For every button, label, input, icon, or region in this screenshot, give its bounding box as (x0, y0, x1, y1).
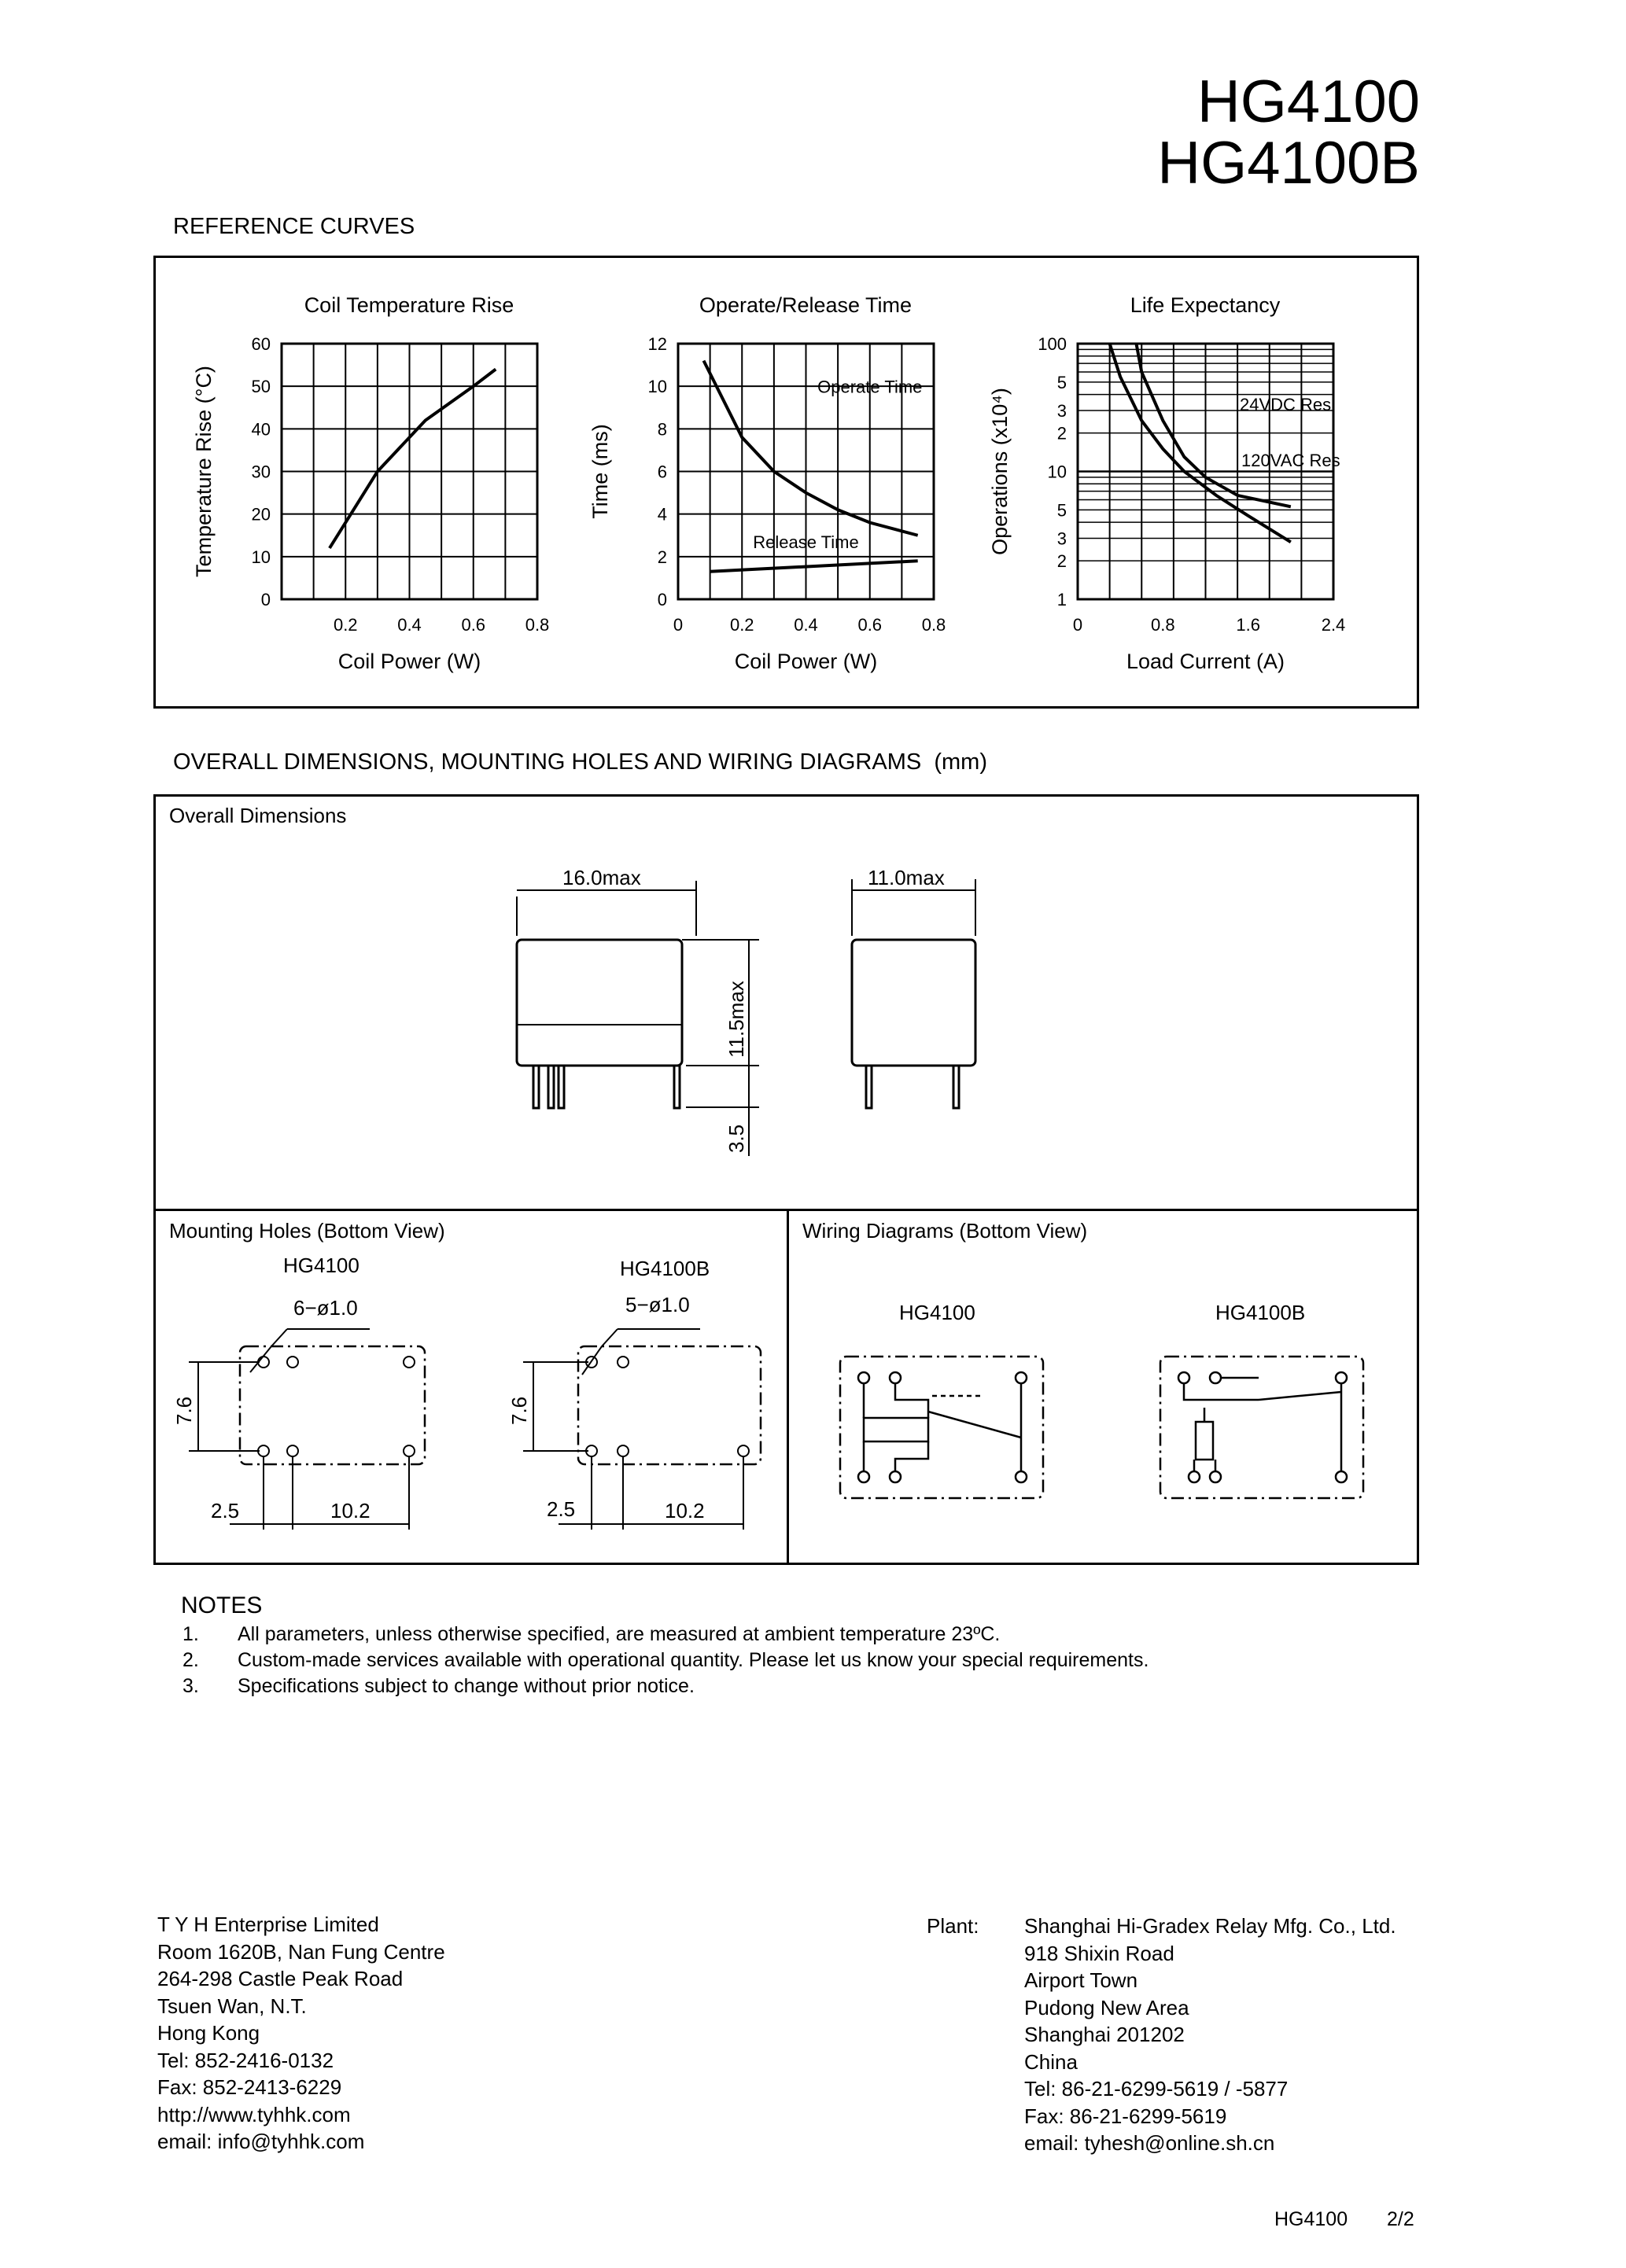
wiring-diagrams-label: Wiring Diagrams (Bottom View) (802, 1219, 1088, 1243)
x-tick-label: 1.6 (1236, 615, 1260, 635)
y-tick-label: 0 (260, 590, 271, 609)
company-line: Room 1620B, Nan Fung Centre (157, 1939, 445, 1964)
footprint-outline-b (578, 1346, 761, 1464)
y-axis-label: Operations (x10⁴) (988, 388, 1012, 555)
note-num: 1. (183, 1623, 199, 1645)
model-title-2: HG4100B (1157, 130, 1420, 197)
y-tick-label: 5 (1056, 372, 1067, 392)
offset-b: 2.5 (547, 1497, 576, 1521)
length-dimension: 16.0max (562, 866, 641, 889)
y-tick-label: 40 (251, 419, 271, 440)
mount-hole (738, 1445, 749, 1456)
series-label: Operate Time (817, 377, 923, 397)
mount-hole (258, 1445, 269, 1456)
terminal (890, 1372, 901, 1383)
note-num: 2. (183, 1649, 199, 1671)
reference-curves-heading: REFERENCE CURVES (173, 214, 415, 239)
note-item (183, 1675, 1410, 1698)
plant-address (1024, 1913, 1396, 2157)
x-tick-label: 0.6 (461, 615, 486, 635)
x-tick-label: 2.4 (1321, 615, 1346, 635)
terminal (1210, 1471, 1221, 1482)
note-text: Custom-made services available with operational quantity. Please let us know your special requirements. (238, 1649, 1149, 1671)
wiring-model-a: HG4100 (899, 1301, 975, 1324)
plant-label: Plant: (927, 1914, 979, 1938)
chart-operate-release-time (588, 293, 946, 673)
y-tick-label: 3 (1056, 528, 1067, 549)
y-tick-label: 0 (657, 590, 667, 609)
company-line: T Y H Enterprise Limited (157, 1913, 379, 1936)
y-tick-label: 6 (657, 462, 667, 482)
plant-line: Pudong New Area (1024, 1995, 1189, 2019)
terminal (1178, 1372, 1189, 1383)
terminal (1336, 1471, 1347, 1482)
pitch-b: 10.2 (665, 1499, 705, 1522)
overall-dimensions-label: Overall Dimensions (169, 804, 347, 827)
note-num: 3. (183, 1675, 199, 1697)
chart-title: Life Expectancy (1130, 293, 1281, 317)
series-line-1 (1110, 344, 1291, 542)
y-tick-label: 10 (647, 377, 667, 397)
plant-line: 918 Shixin Road (1024, 1941, 1174, 1965)
plant-line: Tel: 86-21-6299-5619 / -5877 (1024, 2077, 1289, 2100)
pitch-a: 10.2 (330, 1499, 371, 1522)
x-tick-label: 0.2 (729, 615, 754, 635)
company-line: Hong Kong (157, 2021, 260, 2045)
x-tick-label: 0.2 (333, 615, 358, 635)
y-tick-label: 20 (251, 504, 271, 525)
y-tick-label: 10 (251, 547, 271, 567)
pin (866, 1066, 872, 1108)
terminal (1016, 1471, 1027, 1482)
mount-hole (404, 1357, 415, 1368)
y-tick-label: 2 (1056, 551, 1067, 572)
chart-coil-temperature-rise (192, 293, 549, 673)
x-tick-label: 0.4 (794, 615, 818, 635)
wiring-outline-b (1160, 1357, 1363, 1498)
x-tick-label: 0.8 (1151, 615, 1175, 635)
note-text: Specifications subject to change without prior notice. (238, 1675, 695, 1697)
row-spacing-a: 7.6 (172, 1396, 196, 1425)
pin-length-dimension: 3.5 (725, 1124, 748, 1153)
mount-hole (258, 1357, 269, 1368)
x-axis-label: Coil Power (W) (337, 650, 481, 673)
plant-line: Fax: 86-21-6299-5619 (1024, 2104, 1227, 2128)
y-tick-label: 30 (251, 462, 271, 482)
footer-page: 2/2 (1387, 2208, 1414, 2230)
x-tick-label: 0.8 (525, 615, 550, 635)
footer-doc-id: HG4100 (1274, 2208, 1348, 2230)
company-address (157, 1911, 445, 2156)
x-tick-label: 0 (1072, 615, 1083, 635)
y-tick-label: 10 (1047, 462, 1067, 482)
model-title-1: HG4100 (1196, 68, 1420, 135)
y-tick-label: 100 (1038, 334, 1067, 354)
company-line: Fax: 852-2413-6229 (157, 2075, 342, 2099)
y-tick-label: 50 (251, 377, 271, 397)
x-tick-label: 0.6 (857, 615, 883, 635)
y-tick-label: 1 (1056, 590, 1067, 609)
y-tick-label: 2 (657, 547, 667, 567)
plant-line: China (1024, 2049, 1078, 2074)
y-tick-label: 5 (1056, 500, 1067, 521)
chart-title: Operate/Release Time (699, 293, 913, 317)
holes-a: 6−ø1.0 (293, 1296, 358, 1320)
plant-email[interactable]: email: tyhesh@online.sh.cn (1024, 2131, 1275, 2155)
note-item (183, 1649, 1410, 1672)
coil-symbol-a (864, 1418, 928, 1441)
series-label: 24VDC Res (1239, 394, 1332, 414)
plant-line: Airport Town (1024, 1968, 1138, 1992)
terminal (1336, 1372, 1347, 1383)
series-line-0 (330, 370, 496, 549)
chart-title: Coil Temperature Rise (304, 293, 514, 317)
y-axis-label: Time (ms) (588, 424, 612, 519)
series-line-0 (1136, 344, 1290, 506)
terminal (1210, 1372, 1221, 1383)
y-tick-label: 4 (657, 504, 667, 525)
plant-line: Shanghai Hi-Gradex Relay Mfg. Co., Ltd. (1024, 1914, 1396, 1938)
offset-a: 2.5 (211, 1499, 240, 1522)
pin (674, 1066, 680, 1108)
relay-front-body (517, 940, 682, 1066)
dimensions-heading (173, 749, 987, 775)
company-line: Tel: 852-2416-0132 (157, 2048, 334, 2072)
terminal (1016, 1372, 1027, 1383)
mount-hole (618, 1445, 629, 1456)
mount-model-a: HG4100 (283, 1254, 359, 1277)
dimensions-unit: (mm) (934, 749, 987, 775)
plant-line: Shanghai 201202 (1024, 2023, 1185, 2046)
width-dimension: 11.0max (868, 866, 945, 889)
x-axis-label: Load Current (A) (1126, 650, 1285, 673)
note-item (183, 1623, 1410, 1646)
terminal (858, 1372, 869, 1383)
mounting-holes-label: Mounting Holes (Bottom View) (169, 1219, 445, 1243)
mount-hole (287, 1357, 298, 1368)
coil-symbol-b (1196, 1422, 1213, 1460)
terminal (1189, 1471, 1200, 1482)
series-label: 120VAC Res (1241, 450, 1340, 470)
terminal (858, 1471, 869, 1482)
reference-curves-svg (0, 0, 1626, 786)
holes-b: 5−ø1.0 (625, 1293, 690, 1316)
chart-life-expectancy (988, 293, 1345, 673)
notes-title: NOTES (181, 1592, 263, 1618)
height-dimension: 11.5max (725, 981, 748, 1058)
footer (1274, 2208, 1414, 2231)
y-axis-label: Temperature Rise (°C) (192, 366, 216, 577)
x-tick-label: 0.4 (397, 615, 422, 635)
dimensions-heading-text: OVERALL DIMENSIONS, MOUNTING HOLES AND WIRING DIAGRAMS (173, 749, 922, 775)
series-label: Release Time (753, 532, 859, 552)
relay-side-body (852, 940, 975, 1066)
y-tick-label: 8 (657, 419, 667, 440)
dimension-drawings-svg (0, 786, 1626, 1573)
company-line: 264-298 Castle Peak Road (157, 1967, 404, 1990)
pin (548, 1066, 554, 1108)
pin (559, 1066, 564, 1108)
mount-hole (404, 1445, 415, 1456)
y-tick-label: 3 (1056, 400, 1067, 421)
mount-hole (618, 1357, 629, 1368)
company-line: Tsuen Wan, N.T. (157, 1994, 307, 2018)
y-tick-label: 2 (1056, 423, 1067, 444)
mount-hole (287, 1445, 298, 1456)
pin (533, 1066, 539, 1108)
series-line-1 (710, 561, 918, 572)
wiring-outline-a (840, 1357, 1043, 1498)
wiring-model-b: HG4100B (1215, 1301, 1306, 1324)
x-tick-label: 0 (673, 615, 684, 635)
terminal (890, 1471, 901, 1482)
x-axis-label: Coil Power (W) (734, 650, 878, 673)
company-email[interactable]: email: info@tyhhk.com (157, 2130, 365, 2153)
row-spacing-b: 7.6 (507, 1396, 531, 1425)
pin (953, 1066, 959, 1108)
mount-model-b: HG4100B (620, 1257, 710, 1280)
company-website[interactable]: http://www.tyhhk.com (157, 2102, 351, 2126)
note-text: All parameters, unless otherwise specified, are measured at ambient temperature 23ºC. (238, 1623, 1001, 1645)
y-tick-label: 12 (647, 334, 667, 354)
y-tick-label: 60 (251, 334, 271, 354)
x-tick-label: 0.8 (921, 615, 946, 635)
